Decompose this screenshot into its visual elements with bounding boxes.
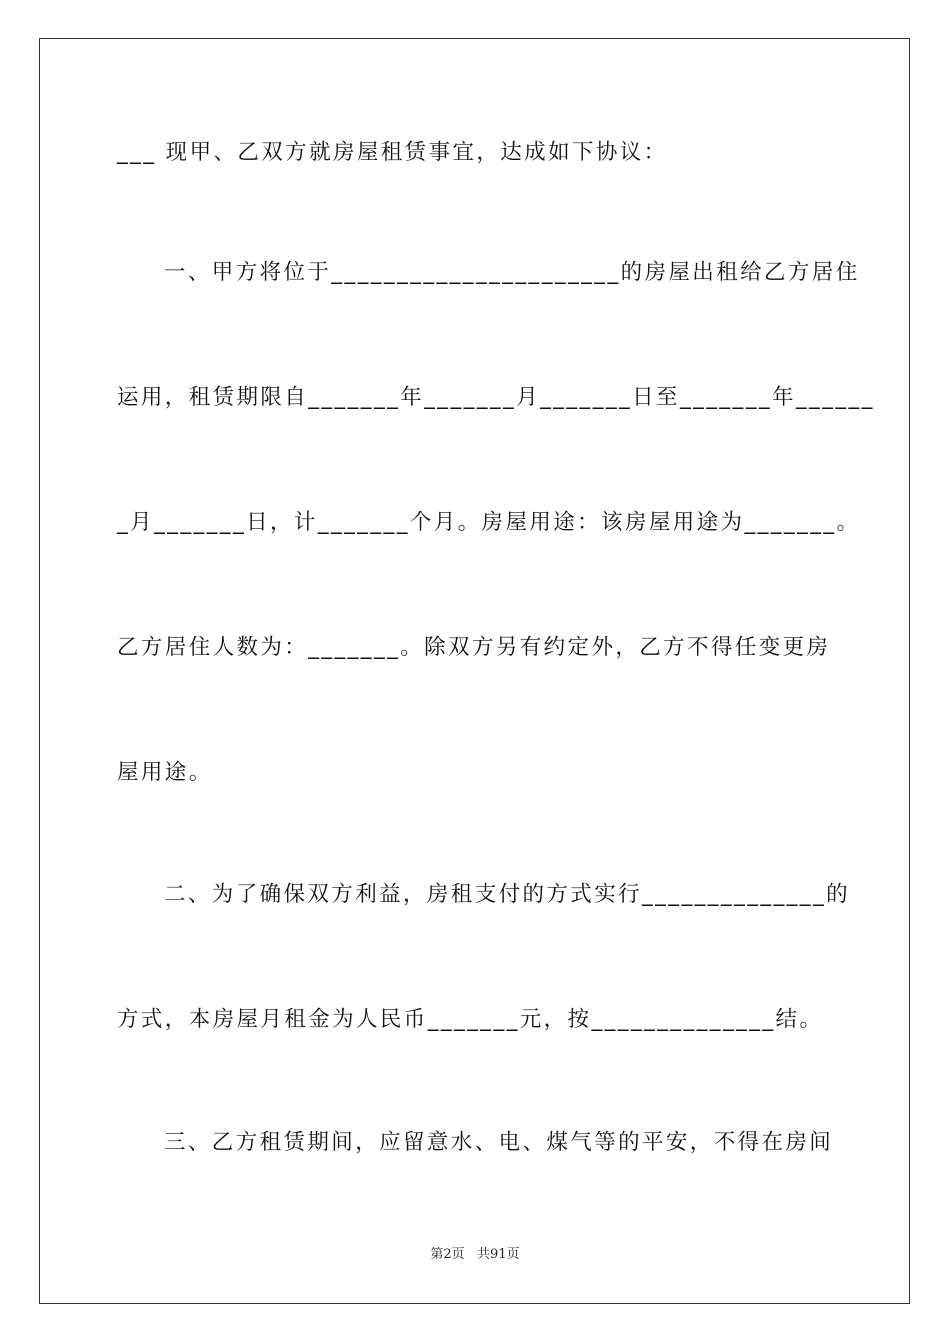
clause-1-line-3: _月_______日，计_______个月。房屋用途：该房屋用途为_______。 xyxy=(117,510,861,535)
clause-1-line-1: 一、甲方将位于______________________的房屋出租给乙方居住 xyxy=(164,260,860,285)
clause-3-line-1: 三、乙方租赁期间，应留意水、电、煤气等的平安，不得在房间 xyxy=(164,1130,834,1155)
agreement-intro-line: ___ 现甲、乙双方就房屋租赁事宜，达成如下协议： xyxy=(117,140,668,165)
clause-1-line-2: 运用，租赁期限自_______年_______月_______日至_______年______ xyxy=(117,385,875,410)
page-border xyxy=(39,38,910,1304)
clause-2-line-2: 方式，本房屋月租金为人民币_______元，按______________结。 xyxy=(117,1007,824,1032)
clause-2-line-1: 二、为了确保双方利益，房租支付的方式实行______________的 xyxy=(164,882,851,907)
clause-1-line-5: 屋用途。 xyxy=(117,760,213,785)
clause-1-line-4: 乙方居住人数为：_______。除双方另有约定外，乙方不得任变更房 xyxy=(117,635,831,660)
page-number-footer: 第2页 共91页 xyxy=(430,1247,520,1262)
